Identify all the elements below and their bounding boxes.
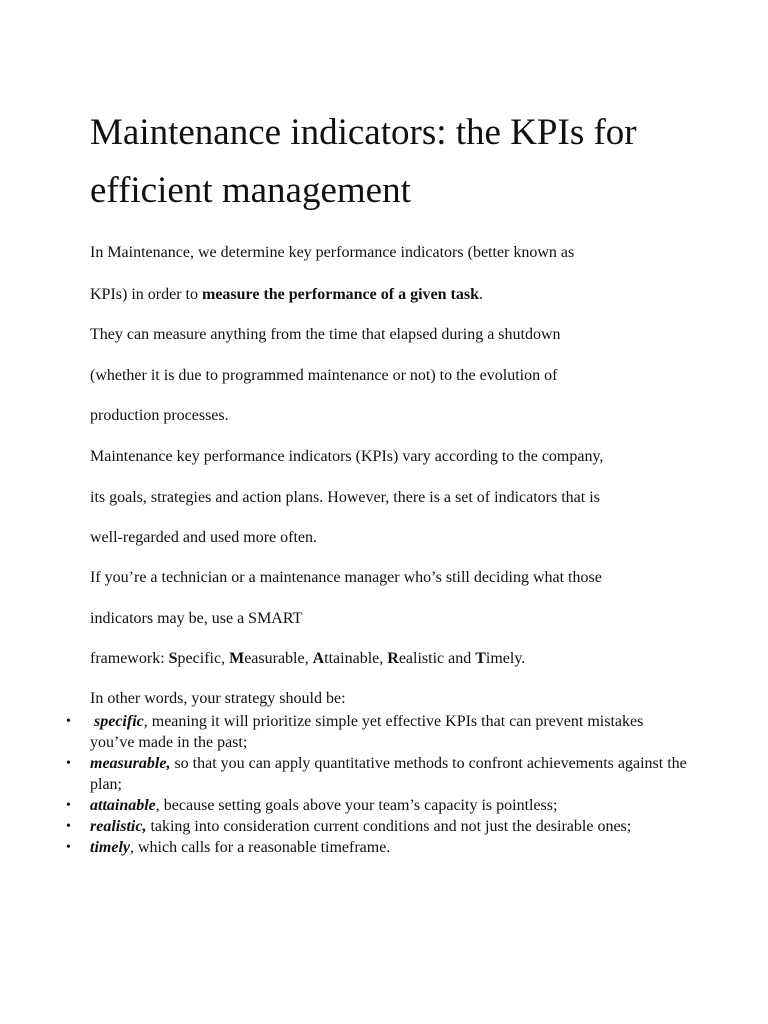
smart-t: T: [475, 650, 486, 667]
paragraph-3-line-3: well-regarded and used more often.: [90, 529, 318, 546]
paragraph-3-line-2: its goals, strategies and action plans. However, there is a set of indicators that is: [90, 489, 600, 506]
smart-s-rest: pecific,: [177, 650, 230, 667]
bullet-icon: •: [66, 714, 71, 729]
smart-a-rest: ttainable,: [324, 650, 388, 667]
para1-text: KPIs) in order to: [90, 286, 202, 303]
paragraph-2-line-1: They can measure anything from the time that elapsed during a shutdown: [90, 326, 561, 343]
smart-lead: framework:: [90, 650, 169, 667]
list-item: [66, 753, 690, 795]
list-item: [66, 816, 690, 837]
list-item-term: realistic,: [90, 818, 147, 835]
list-item-term: timely: [90, 839, 130, 856]
title-line-1: Maintenance indicators: the KPIs for: [90, 112, 637, 153]
paragraph-4-line-2: indicators may be, use a SMART: [90, 610, 303, 627]
smart-m-rest: easurable,: [244, 650, 313, 667]
paragraph-4-line-1: If you’re a technician or a maintenance manager who’s still deciding what those: [90, 569, 602, 586]
list-item: [66, 837, 690, 858]
list-item-term: attainable: [90, 797, 156, 814]
list-item-text: , which calls for a reasonable timeframe.: [129, 839, 391, 856]
bullet-icon: •: [66, 756, 71, 771]
smart-r: R: [387, 650, 399, 667]
list-item-term: specific: [94, 713, 144, 730]
list-item: [66, 711, 690, 753]
smart-m: M: [229, 650, 245, 667]
smart-t-rest: imely.: [485, 650, 526, 667]
page-title: [90, 104, 730, 220]
para1-period: .: [478, 286, 483, 303]
paragraph-1-line-2: [90, 286, 483, 304]
para1-bold-phrase: measure the performance of a given task: [201, 286, 479, 303]
paragraph-2-line-3: production processes.: [90, 407, 229, 424]
smart-s: S: [168, 650, 178, 667]
bullet-icon: •: [66, 798, 71, 813]
list-item-term: measurable,: [90, 755, 171, 772]
bullet-icon: •: [66, 840, 71, 855]
title-line-2: efficient management: [90, 170, 411, 211]
smart-criteria-list: [66, 711, 690, 858]
smart-framework-line: [90, 650, 525, 668]
list-item-text: so that you can apply quantitative methods to confront achievements against the plan;: [90, 755, 687, 793]
smart-r-rest: ealistic and: [398, 650, 476, 667]
paragraph-3-line-1: Maintenance key performance indicators (KPIs) vary according to the company,: [90, 448, 604, 465]
smart-a: A: [312, 650, 325, 667]
list-intro: In other words, your strategy should be:: [90, 690, 346, 707]
list-item-text: , because setting goals above your team’s capacity is pointless;: [155, 797, 558, 814]
paragraph-2-line-2: (whether it is due to programmed maintenance or not) to the evolution of: [90, 367, 558, 384]
list-item-text: , meaning it will prioritize simple yet effective KPIs that can prevent mistakes you’ve made in the past;: [90, 713, 644, 751]
list-item-text: taking into consideration current conditions and not just the desirable ones;: [146, 818, 632, 835]
paragraph-1-line-1: In Maintenance, we determine key performance indicators (better known as: [90, 244, 575, 261]
list-item: [66, 795, 690, 816]
bullet-icon: •: [66, 819, 71, 834]
